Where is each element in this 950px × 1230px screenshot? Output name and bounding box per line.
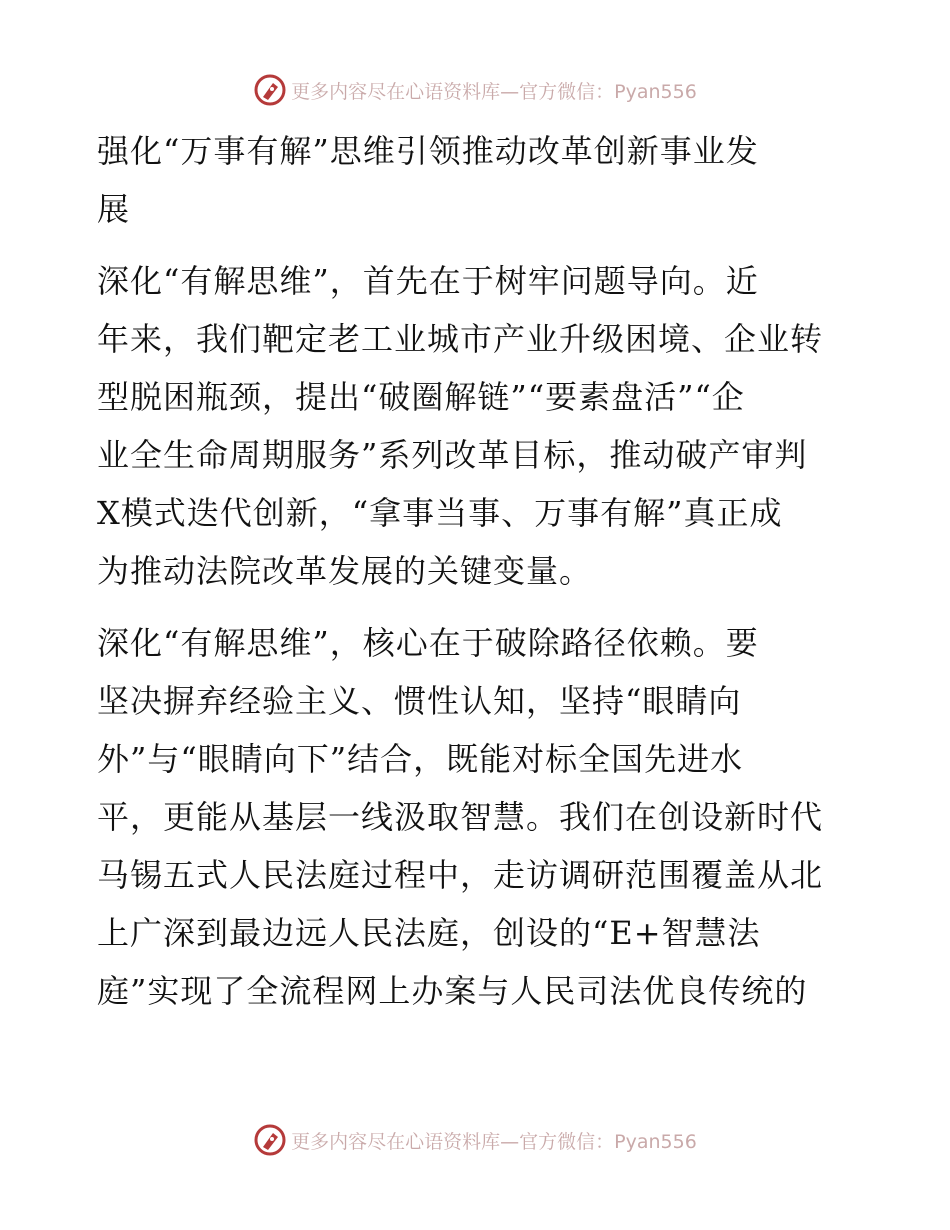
pen-nib-logo-icon bbox=[253, 73, 287, 107]
watermark-text: 更多内容尽在心语资料库—官方微信：Pyan556 bbox=[291, 1130, 697, 1153]
paragraph-line: 庭”实现了全流程网上办案与人民司法优良传统的 bbox=[97, 972, 808, 1010]
watermark-wechat-id: Pyan556 bbox=[614, 80, 697, 103]
pen-nib-logo-icon bbox=[253, 1123, 287, 1157]
paragraph-line: 深化“有解思维”，核心在于破除路径依赖。要 bbox=[97, 624, 759, 662]
paragraph-line: 年来，我们靶定老工业城市产业升级困境、企业转 bbox=[97, 320, 824, 358]
paragraph-line: 为推动法院改革发展的关键变量。 bbox=[97, 552, 593, 590]
document-body bbox=[97, 122, 857, 1034]
paragraph-line: X模式迭代创新，“拿事当事、万事有解”真正成 bbox=[97, 494, 783, 532]
paragraph-2 bbox=[97, 614, 857, 1020]
document-title bbox=[97, 122, 857, 238]
title-line: 强化“万事有解”思维引领推动改革创新事业发 bbox=[97, 132, 759, 170]
paragraph-line: 外”与“眼睛向下”结合，既能对标全国先进水 bbox=[97, 740, 744, 778]
paragraph-line: 型脱困瓶颈，提出“破圈解链”“要素盘活”“企 bbox=[97, 378, 745, 416]
paragraph-line: 马锡五式人民法庭过程中，走访调研范围覆盖从北 bbox=[97, 856, 824, 894]
paragraph-line: 上广深到最边远人民法庭，创设的“E+智慧法 bbox=[97, 914, 761, 952]
title-line: 展 bbox=[97, 190, 131, 228]
watermark-wechat-id: Pyan556 bbox=[614, 1130, 697, 1153]
header-watermark bbox=[0, 70, 950, 110]
paragraph-line: 深化“有解思维”，首先在于树牢问题导向。近 bbox=[97, 262, 759, 300]
watermark-text: 更多内容尽在心语资料库—官方微信：Pyan556 bbox=[291, 80, 697, 103]
paragraph-1 bbox=[97, 252, 857, 600]
paragraph-line: 坚决摒弃经验主义、惯性认知，坚持“眼睛向 bbox=[97, 682, 742, 720]
paragraph-line: 平，更能从基层一线汲取智慧。我们在创设新时代 bbox=[97, 798, 824, 836]
footer-watermark bbox=[0, 1120, 950, 1160]
paragraph-line: 业全生命周期服务”系列改革目标，推动破产审判 bbox=[97, 436, 808, 474]
